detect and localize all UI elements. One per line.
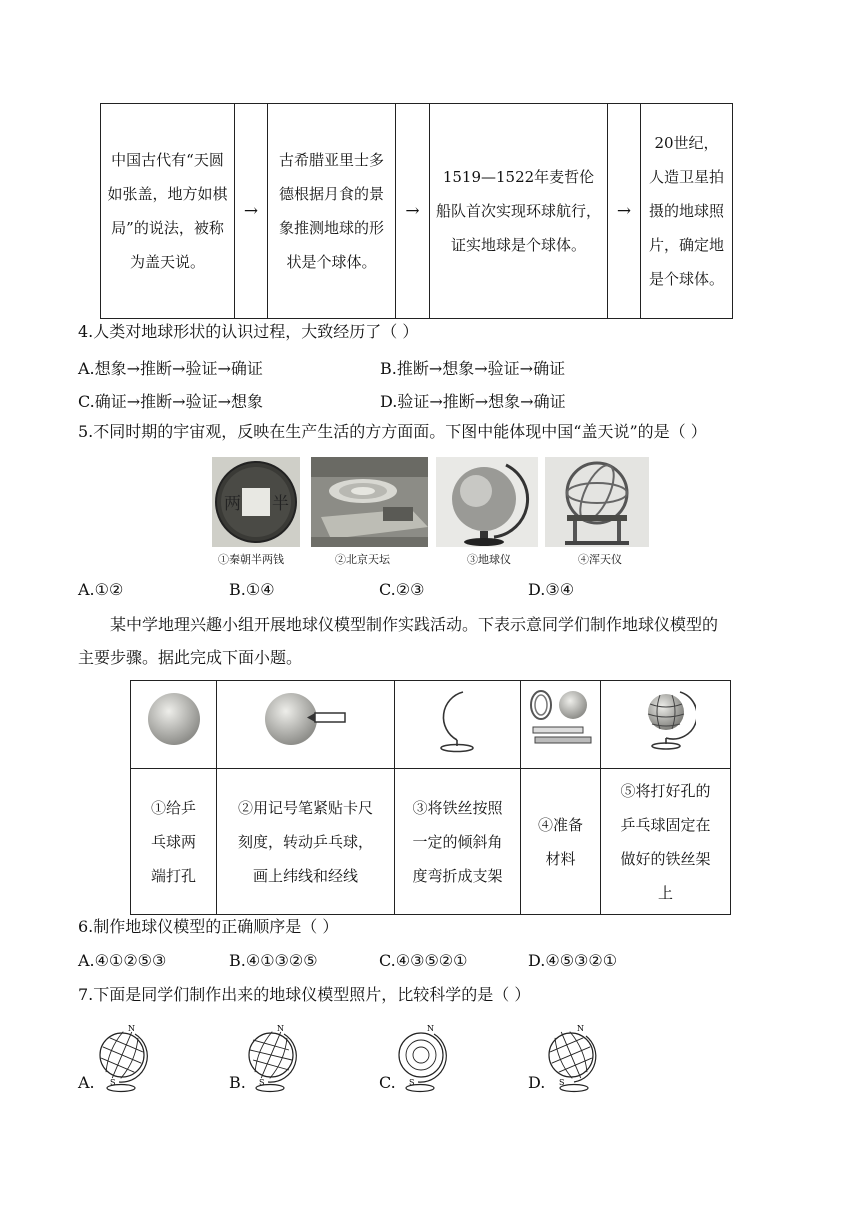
step-4-image [521, 681, 601, 769]
q5-option-a[interactable]: A.①② [78, 580, 124, 599]
materials-icon [525, 683, 601, 755]
history-cell-aristotle: 古希腊亚里士多德根据月食的景象推测地球的形状是个球体。 [268, 104, 396, 319]
q7-option-a[interactable]: A. [78, 1073, 95, 1092]
step-text-line: 端打孔 [150, 866, 196, 885]
step-3-image [395, 681, 521, 769]
step-text-line: 一定的倾斜角 [412, 832, 503, 851]
caption-globe: ③地球仪 [467, 553, 511, 566]
south-pole-label: S [259, 1078, 265, 1087]
history-table [100, 103, 733, 319]
arrow-icon: → [396, 104, 430, 319]
south-pole-label: S [110, 1078, 116, 1087]
q5-option-d[interactable]: D.③④ [528, 580, 575, 599]
globe-option-d-icon[interactable] [544, 1022, 604, 1094]
history-cell-satellite: 20世纪，人造卫星拍摄的地球照片，确定地是个球体。 [641, 104, 733, 319]
globe-option-a-icon[interactable] [95, 1022, 155, 1094]
q6-option-c[interactable]: C.④③⑤②① [379, 951, 468, 970]
globe-model-icon [636, 684, 696, 754]
step-text-line: ①给乒 [150, 798, 196, 817]
history-cell-magellan: 1519—1522年麦哲伦船队首次实现环球航行，证实地球是个球体。 [430, 104, 608, 319]
step-text-line: 刻度，转动乒乓球， [237, 832, 373, 851]
armillary-photo [545, 457, 649, 547]
step-1-text [131, 769, 217, 915]
step-5-image [601, 681, 731, 769]
q5-option-b[interactable]: B.①④ [229, 580, 275, 599]
q6-option-d[interactable]: D.④⑤③②① [528, 951, 618, 970]
q4-option-a[interactable]: A.想象→推断→验证→确证 [78, 359, 263, 378]
caption-temple: ②北京天坛 [335, 553, 390, 566]
step-2-text [217, 769, 395, 915]
step-1-image [131, 681, 217, 769]
step-text-line: 乒乓球固定在 [620, 815, 711, 834]
step-text-line: ⑤将打好孔的 [620, 781, 711, 800]
q7-option-d[interactable]: D. [528, 1073, 546, 1092]
question-4-stem: 4.人类对地球形状的认识过程，大致经历了（ ） [78, 322, 419, 341]
globe-photo [436, 457, 538, 547]
step-text-line: 上 [657, 883, 673, 902]
south-pole-label: S [559, 1078, 565, 1087]
ball-and-marker-icon [261, 691, 351, 747]
intro-line-2: 主要步骤。据此完成下面小题。 [78, 648, 303, 667]
q7-option-c[interactable]: C. [379, 1073, 396, 1092]
question-5-stem: 5.不同时期的宇宙观，反映在生产生活的方方面面。下图中能体现中国“盖天说”的是（ ） [78, 422, 707, 441]
intro-line-1: 某中学地理兴趣小组开展地球仪模型制作实践活动。下表示意同学们制作地球仪模型的 [110, 615, 719, 634]
globe-option-b-icon[interactable] [244, 1022, 304, 1094]
step-text-line: ④准备 [537, 815, 583, 834]
north-pole-label: N [427, 1024, 434, 1033]
arrow-icon: → [608, 104, 641, 319]
question-6-stem: 6.制作地球仪模型的正确顺序是（ ） [78, 917, 339, 936]
q7-option-b[interactable]: B. [229, 1073, 246, 1092]
q5-option-c[interactable]: C.②③ [379, 580, 425, 599]
step-text-line: 画上纬线和经线 [252, 866, 358, 885]
step-4-text [521, 769, 601, 915]
north-pole-label: N [277, 1024, 284, 1033]
step-text-line: ③将铁丝按照 [412, 798, 503, 817]
coin-char-right: 半 [272, 494, 289, 514]
q6-option-a[interactable]: A.④①②⑤③ [78, 951, 167, 970]
north-pole-label: N [128, 1024, 135, 1033]
question-7-stem: 7.下面是同学们制作出来的地球仪模型照片，比较科学的是（ ） [78, 985, 531, 1004]
coin-char-left: 两 [224, 494, 241, 514]
step-text-line: 乓球两 [150, 832, 196, 851]
north-pole-label: N [577, 1024, 584, 1033]
globe-option-c-icon[interactable] [394, 1022, 454, 1094]
steps-table [130, 680, 731, 915]
step-2-image [217, 681, 395, 769]
caption-armillary: ④浑天仪 [578, 553, 622, 566]
temple-photo [311, 457, 428, 547]
history-cell-gaitian: 中国古代有“天圆如张盖，地方如棋局”的说法，被称为盖天说。 [101, 104, 235, 319]
step-text-line: 材料 [545, 849, 576, 868]
south-pole-label: S [409, 1078, 415, 1087]
step-text-line: ②用记号笔紧贴卡尺 [237, 798, 373, 817]
step-text-line: 度弯折成支架 [412, 866, 503, 885]
step-text-line: 做好的铁丝架 [620, 849, 711, 868]
q6-option-b[interactable]: B.④①③②⑤ [229, 951, 318, 970]
coin-photo [212, 457, 300, 547]
q4-option-c[interactable]: C.确证→推断→验证→想象 [78, 392, 263, 411]
ping-pong-ball-icon [146, 691, 202, 747]
q4-option-d[interactable]: D.验证→推断→想象→确证 [380, 392, 566, 411]
step-3-text [395, 769, 521, 915]
arrow-icon: → [235, 104, 268, 319]
caption-coin: ①秦朝半两钱 [218, 553, 284, 566]
step-5-text [601, 769, 731, 915]
q4-option-b[interactable]: B.推断→想象→验证→确证 [380, 359, 566, 378]
wire-stand-icon [423, 684, 493, 754]
